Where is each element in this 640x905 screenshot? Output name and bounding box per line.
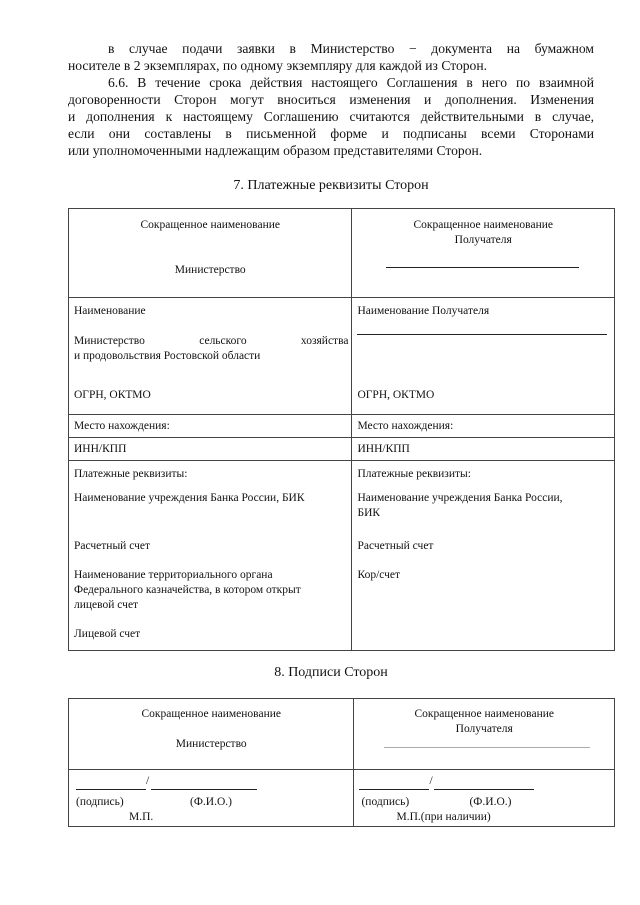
signature-blank-line xyxy=(359,774,429,790)
left-signature-header-cell xyxy=(69,699,354,770)
table-row xyxy=(69,209,615,298)
personal-account-label: Лицевой счет xyxy=(74,628,141,640)
ministry-short-name: Министерство xyxy=(175,738,247,750)
bik-label: БИК xyxy=(357,507,381,519)
section-7-heading: 7. Платежные реквизиты Сторон xyxy=(233,178,429,193)
section-8-heading: 8. Подписи Сторон xyxy=(274,665,388,680)
right-signature-header-cell xyxy=(354,699,615,770)
ogrn-oktmo-label: ОГРН, ОКТМО xyxy=(357,389,435,401)
right-payment-cell xyxy=(352,461,615,651)
ministry-full-name-line2: и продовольствия Ростовской области xyxy=(74,350,261,362)
inn-kpp-label: ИНН/КПП xyxy=(357,443,410,455)
short-name-title: Сокращенное наименование xyxy=(141,708,281,720)
table-row xyxy=(69,699,615,770)
left-location-cell xyxy=(69,415,352,438)
settlement-account-label: Расчетный счет xyxy=(74,540,150,552)
location-label: Место нахождения: xyxy=(74,420,170,432)
inn-kpp-label: ИНН/КПП xyxy=(74,443,127,455)
recipient-full-name-blank-line xyxy=(357,334,607,335)
left-inn-cell xyxy=(69,438,352,461)
treasury-label-line: Наименование территориального органа xyxy=(74,569,273,581)
bank-name-bik-label: Наименование учреждения Банка России, БИК xyxy=(74,492,305,504)
paragraph-6-6-line: если они составлены в письменной форме и подписаны всеми Сторонами xyxy=(68,126,594,141)
short-name-title: Сокращенное наименование xyxy=(413,219,553,231)
left-name-cell xyxy=(69,298,352,415)
treasury-label-line: Федерального казначейства, в котором открыт xyxy=(74,584,301,596)
table-row xyxy=(69,770,615,827)
full-name-caption: (Ф.И.О.) xyxy=(190,796,232,808)
full-name-blank-line xyxy=(434,774,534,790)
right-name-cell xyxy=(352,298,615,415)
table-row xyxy=(69,438,615,461)
payment-details-table xyxy=(68,208,615,651)
table-row xyxy=(69,298,615,415)
intro-paragraph xyxy=(68,40,594,159)
full-name-blank-line xyxy=(151,774,257,790)
bank-name-label: Наименование учреждения Банка России, xyxy=(357,492,563,504)
stamp-caption: М.П.(при наличии) xyxy=(396,811,491,823)
short-name-title: Сокращенное наименование xyxy=(414,708,554,720)
paragraph-6-6-line: или уполномоченными надлежащим образом представителями Сторон. xyxy=(68,143,483,158)
correspondent-account-label: Кор/счет xyxy=(357,569,401,581)
signature-slash: / xyxy=(429,775,433,787)
signature-blank-line xyxy=(76,774,146,790)
ministry-short-name: Министерство xyxy=(174,264,246,276)
left-payment-cell xyxy=(69,461,352,651)
signatures-table xyxy=(68,698,615,827)
right-inn-cell xyxy=(352,438,615,461)
stamp-caption: М.П. xyxy=(129,811,154,823)
right-signature-cell xyxy=(354,770,615,827)
paragraph-6-6-line: и дополнения к настоящему Соглашению считаются действительными в случае, xyxy=(68,109,594,124)
payment-details-label: Платежные реквизиты: xyxy=(74,468,188,480)
table-row xyxy=(69,461,615,651)
payment-details-label: Платежные реквизиты: xyxy=(357,468,471,480)
name-label: Наименование xyxy=(74,305,146,317)
short-name-title: Сокращенное наименование xyxy=(140,219,280,231)
recipient-name-blank-line xyxy=(384,747,590,748)
right-party-header-cell xyxy=(352,209,615,298)
recipient-subtitle: Получателя xyxy=(455,723,513,735)
settlement-account-label: Расчетный счет xyxy=(357,540,434,552)
paragraph-6-6-line: 6.6. В течение срока действия настоящего Соглашения в него по взаимной xyxy=(108,75,594,90)
ministry-word: хозяйства xyxy=(300,335,349,347)
treasury-label-line: лицевой счет xyxy=(74,599,139,611)
signature-caption: (подпись) xyxy=(361,796,410,808)
left-signature-cell xyxy=(69,770,354,827)
intro-line: в случае подачи заявки в Министерство − документа на бумажном xyxy=(108,41,594,56)
ministry-word: Министерство xyxy=(74,335,145,347)
location-label: Место нахождения: xyxy=(357,420,454,432)
ministry-full-name-line1 xyxy=(74,334,348,349)
signature-slash: / xyxy=(146,775,150,787)
table-row xyxy=(69,415,615,438)
recipient-name-label: Наименование Получателя xyxy=(357,305,490,317)
signature-caption: (подпись) xyxy=(76,796,124,808)
paragraph-6-6-line: договоренности Сторон могут вноситься изменения и дополнения. Изменения xyxy=(68,92,594,107)
recipient-subtitle: Получателя xyxy=(454,234,512,246)
recipient-name-blank-line xyxy=(386,267,579,268)
ogrn-oktmo-label: ОГРН, ОКТМО xyxy=(74,389,151,401)
left-party-header-cell xyxy=(69,209,352,298)
intro-line: носителе в 2 экземплярах, по одному экземпляру для каждой из Сторон. xyxy=(68,58,488,73)
full-name-caption: (Ф.И.О.) xyxy=(469,796,512,808)
ministry-word: сельского xyxy=(199,335,247,347)
right-location-cell xyxy=(352,415,615,438)
